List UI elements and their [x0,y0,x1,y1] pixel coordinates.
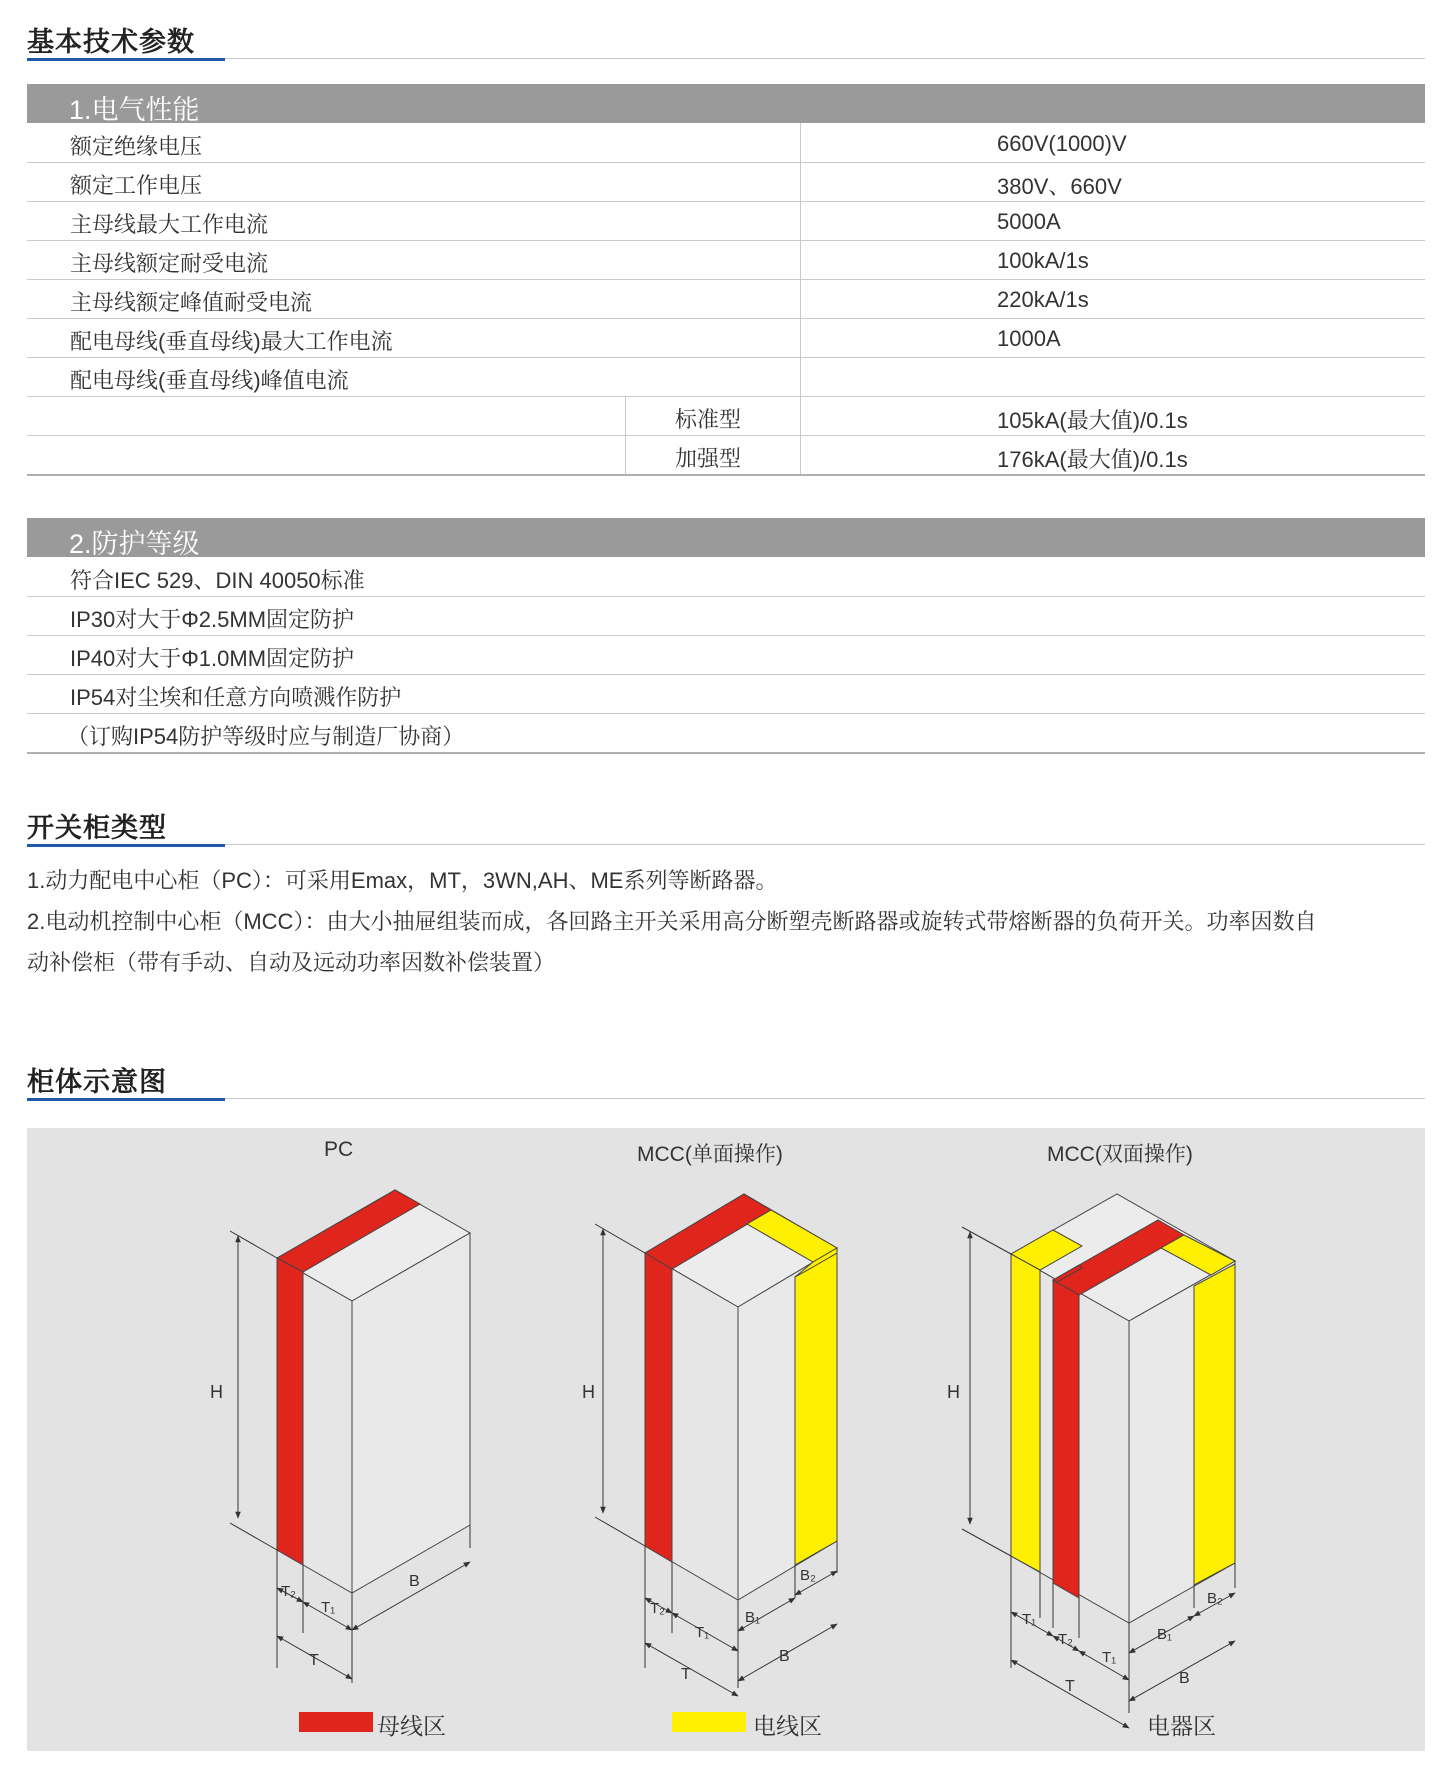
type-line-3: 动补偿柜（带有手动、自动及远动功率因数补偿装置） [27,950,556,975]
list-item [27,674,1425,714]
list-item [27,596,1425,636]
dim-b1-label: B₁ [745,1609,761,1626]
heading-underline [27,844,225,847]
dim-t1-label: T₁ [1102,1649,1117,1666]
param-label: 主母线额定耐受电流 [70,251,269,276]
table-row-sub [27,435,1425,476]
diagram-title-mcc-single: MCC(单面操作) [637,1143,783,1166]
table-row [27,357,1425,397]
param-label: 配电母线(垂直母线)最大工作电流 [70,329,393,354]
param-value: 1000A [997,326,1061,351]
dim-t2-label: T₂ [650,1600,665,1617]
table-row [27,279,1425,319]
dim-b-label: B [409,1573,420,1590]
protection-header-bar [27,518,1425,557]
dim-t2-label: T₂ [281,1583,296,1600]
section-heading-types [27,806,1425,845]
dim-h-label: H [210,1382,223,1402]
param-value: 105kA(最大值)/0.1s [997,408,1188,433]
dim-t2-label: T₂ [1058,1631,1073,1648]
table-row [27,201,1425,241]
section-title: 开关柜类型 [27,813,167,843]
param-value: 220kA/1s [997,287,1089,312]
protection-text: IP30对大于Φ2.5MM固定防护 [70,607,355,632]
table-row [27,240,1425,280]
protection-text: IP40对大于Φ1.0MM固定防护 [70,646,355,671]
type-line-2: 2.电动机控制中心柜（MCC）：由大小抽屉组装而成，各回路主开关采用高分断塑壳断路器或旋转式带熔断器的负荷开关。功率因数自 [27,909,1317,934]
param-value: 100kA/1s [997,248,1089,273]
section-title: 柜体示意图 [27,1067,167,1097]
dim-t-label: T [309,1652,319,1669]
heading-underline [27,1098,225,1101]
dim-b2-label: B₂ [800,1567,816,1584]
table-row [27,318,1425,358]
dim-b1-label: B₁ [1157,1626,1173,1643]
legend-label-device: 电器区 [1147,1713,1216,1739]
dim-b2-label: B₂ [1207,1590,1223,1607]
list-item [27,557,1425,597]
sub-label: 标准型 [675,407,742,432]
sub-label: 加强型 [675,446,742,471]
electrical-header-label: 1.电气性能 [69,95,200,125]
table-row [27,162,1425,202]
table-row-sub [27,396,1425,436]
param-label: 主母线最大工作电流 [70,212,269,237]
mcc-double-cabinet [1011,1194,1235,1623]
dim-b-label: B [1179,1670,1190,1687]
section-title: 基本技术参数 [27,27,195,57]
param-value: 380V、660V [997,174,1122,199]
list-item [27,713,1425,754]
param-value: 5000A [997,209,1061,234]
type-line-1: 1.动力配电中心柜（PC）：可采用Emax，MT，3WN,AH、ME系列等断路器。 [27,868,778,893]
legend-swatch-cable [672,1712,746,1732]
section-heading-params [27,20,1425,59]
param-label: 配电母线(垂直母线)峰值电流 [70,368,349,393]
cabinet-diagram [27,1128,1425,1751]
cabinet-diagram-panel [27,1128,1425,1751]
dim-t1-label: T₁ [695,1624,710,1641]
param-value: 176kA(最大值)/0.1s [997,447,1188,472]
section-heading-diagram [27,1060,1425,1099]
list-item [27,635,1425,675]
table-row [27,123,1425,163]
legend-label-cable: 电线区 [753,1713,822,1739]
param-label: 主母线额定峰值耐受电流 [70,290,313,315]
diagram-title-pc: PC [324,1138,354,1161]
legend-swatch-busbar [299,1712,373,1732]
param-label: 额定绝缘电压 [70,134,203,159]
dim-h-label: H [582,1382,595,1402]
diagram-title-mcc-double: MCC(双面操作) [1047,1143,1193,1166]
param-label: 额定工作电压 [70,173,203,198]
dim-h-label: H [947,1382,960,1402]
heading-underline [27,58,225,61]
protection-header-label: 2.防护等级 [69,529,200,559]
param-value: 660V(1000)V [997,131,1127,156]
electrical-header-bar [27,84,1425,123]
dim-t1-label: T₁ [321,1599,336,1616]
dim-t1-label: T₁ [1022,1611,1037,1628]
protection-text: （订购IP54防护等级时应与制造厂协商） [67,724,465,749]
dim-b-label: B [779,1648,790,1665]
legend-label-busbar: 母线区 [377,1713,446,1739]
mcc-single-cabinet [645,1194,837,1600]
dim-t-label: T [1065,1678,1075,1695]
pc-cabinet [277,1190,470,1593]
dim-t-label: T [681,1666,691,1683]
protection-text: 符合IEC 529、DIN 40050标准 [70,568,365,593]
protection-text: IP54对尘埃和任意方向喷溅作防护 [70,685,402,710]
